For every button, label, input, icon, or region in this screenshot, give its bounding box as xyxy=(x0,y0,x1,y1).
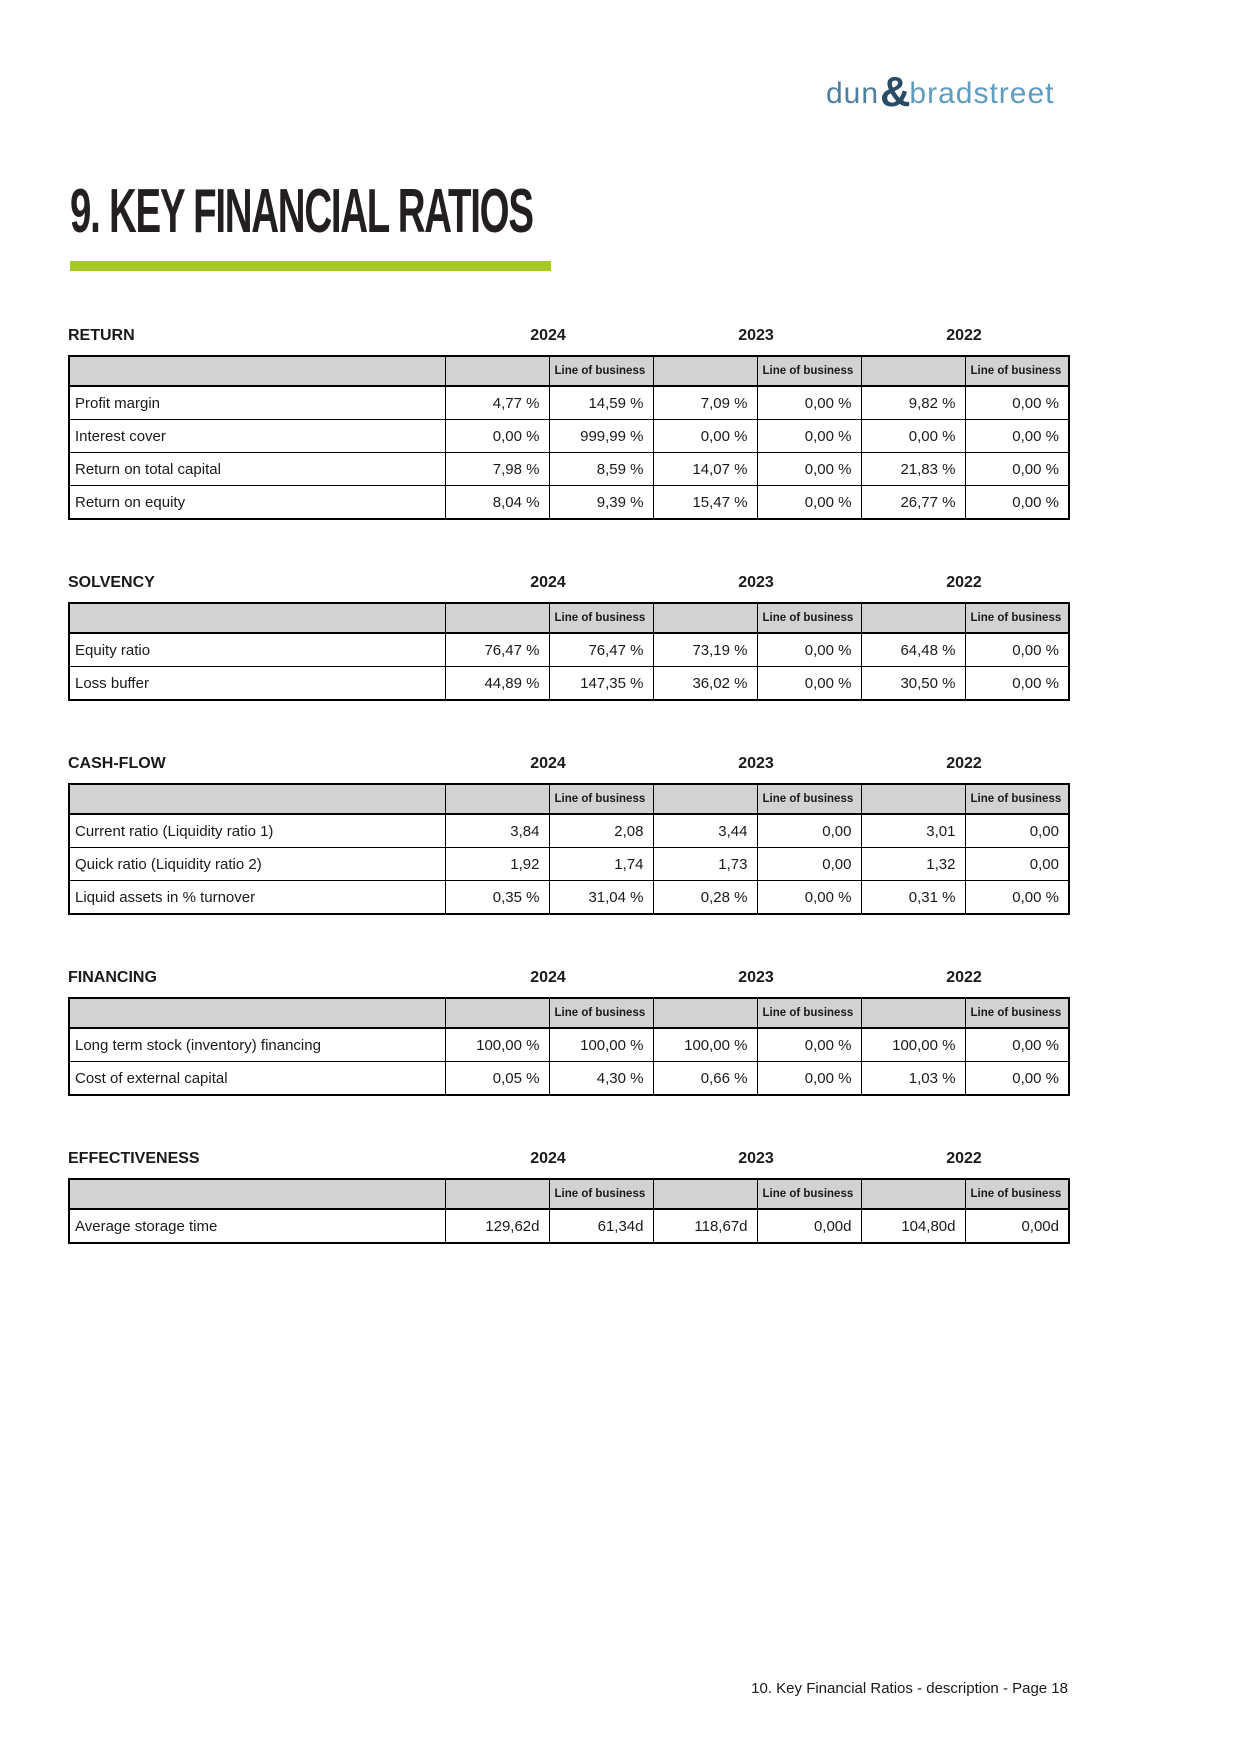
ratio-table xyxy=(68,783,1070,915)
value-cell: 0,00 % xyxy=(965,667,1069,701)
row-label-cell: Loss buffer xyxy=(69,667,445,701)
value-cell: 31,04 % xyxy=(549,881,653,915)
row-label-cell: Return on total capital xyxy=(69,453,445,486)
value-cell: 21,83 % xyxy=(861,453,965,486)
value-cell: 3,84 xyxy=(445,814,549,848)
line-of-business-header-cell: Line of business xyxy=(757,998,861,1028)
header-label-cell xyxy=(69,784,445,814)
value-cell: 9,39 % xyxy=(549,486,653,520)
row-label-cell: Liquid assets in % turnover xyxy=(69,881,445,915)
page-title: 9. KEY FINANCIAL RATIOS xyxy=(70,177,533,246)
value-cell: 0,00 % xyxy=(757,486,861,520)
value-cell: 0,00 % xyxy=(965,386,1069,420)
value-cell: 0,00 % xyxy=(965,420,1069,453)
value-cell: 1,73 xyxy=(653,848,757,881)
year-label: 2023 xyxy=(738,1150,774,1167)
year-label: 2024 xyxy=(530,969,566,986)
value-cell: 64,48 % xyxy=(861,633,965,667)
value-cell: 8,04 % xyxy=(445,486,549,520)
line-of-business-header-cell: Line of business xyxy=(757,1179,861,1209)
table-row xyxy=(69,881,1069,915)
value-cell: 129,62d xyxy=(445,1209,549,1243)
header-value-cell xyxy=(445,603,549,633)
section-title: FINANCING xyxy=(68,969,157,986)
year-label: 2023 xyxy=(738,969,774,986)
header-value-cell xyxy=(861,603,965,633)
line-of-business-header-cell: Line of business xyxy=(965,603,1069,633)
line-of-business-header-cell: Line of business xyxy=(549,1179,653,1209)
value-cell: 0,00d xyxy=(757,1209,861,1243)
value-cell: 0,00 % xyxy=(757,881,861,915)
value-cell: 0,00 xyxy=(757,848,861,881)
value-cell: 61,34d xyxy=(549,1209,653,1243)
ratio-section xyxy=(68,1150,1068,1244)
section-header xyxy=(68,969,1068,989)
value-cell: 100,00 % xyxy=(445,1028,549,1062)
value-cell: 1,74 xyxy=(549,848,653,881)
value-cell: 36,02 % xyxy=(653,667,757,701)
year-label: 2022 xyxy=(946,1150,982,1167)
value-cell: 0,00 % xyxy=(861,420,965,453)
ratio-table xyxy=(68,1178,1070,1244)
header-value-cell xyxy=(653,603,757,633)
value-cell: 0,00 xyxy=(965,814,1069,848)
table-row xyxy=(69,667,1069,701)
value-cell: 0,31 % xyxy=(861,881,965,915)
value-cell: 0,00 % xyxy=(757,1028,861,1062)
value-cell: 0,35 % xyxy=(445,881,549,915)
header-value-cell xyxy=(653,998,757,1028)
ratio-section xyxy=(68,755,1068,915)
line-of-business-header-cell: Line of business xyxy=(757,603,861,633)
year-label: 2022 xyxy=(946,755,982,772)
row-label-cell: Average storage time xyxy=(69,1209,445,1243)
line-of-business-header-cell: Line of business xyxy=(549,784,653,814)
value-cell: 0,00 % xyxy=(965,881,1069,915)
header-label-cell xyxy=(69,356,445,386)
ratio-section xyxy=(68,574,1068,701)
value-cell: 118,67d xyxy=(653,1209,757,1243)
line-of-business-header-cell: Line of business xyxy=(757,356,861,386)
value-cell: 14,59 % xyxy=(549,386,653,420)
logo-text-bradstreet: bradstreet xyxy=(909,77,1055,110)
row-label-cell: Equity ratio xyxy=(69,633,445,667)
row-label-cell: Cost of external capital xyxy=(69,1062,445,1096)
ratio-section xyxy=(68,327,1068,520)
value-cell: 2,08 xyxy=(549,814,653,848)
section-title: RETURN xyxy=(68,327,135,344)
table-row xyxy=(69,814,1069,848)
header-value-cell xyxy=(653,1179,757,1209)
line-of-business-header-cell: Line of business xyxy=(965,998,1069,1028)
value-cell: 999,99 % xyxy=(549,420,653,453)
year-label: 2023 xyxy=(738,755,774,772)
value-cell: 76,47 % xyxy=(549,633,653,667)
header-value-cell xyxy=(445,1179,549,1209)
value-cell: 0,00 % xyxy=(757,386,861,420)
value-cell: 26,77 % xyxy=(861,486,965,520)
value-cell: 0,00 % xyxy=(445,420,549,453)
value-cell: 0,00 % xyxy=(965,453,1069,486)
table-row xyxy=(69,1062,1069,1096)
ratio-table xyxy=(68,997,1070,1096)
value-cell: 0,00 % xyxy=(653,420,757,453)
year-label: 2024 xyxy=(530,1150,566,1167)
row-label-cell: Quick ratio (Liquidity ratio 2) xyxy=(69,848,445,881)
table-row xyxy=(69,386,1069,420)
header-value-cell xyxy=(653,356,757,386)
value-cell: 73,19 % xyxy=(653,633,757,667)
value-cell: 9,82 % xyxy=(861,386,965,420)
dun-bradstreet-logo xyxy=(826,68,1055,115)
value-cell: 7,09 % xyxy=(653,386,757,420)
year-label: 2022 xyxy=(946,574,982,591)
header-label-cell xyxy=(69,1179,445,1209)
value-cell: 0,00 % xyxy=(757,453,861,486)
value-cell: 0,00 % xyxy=(757,633,861,667)
value-cell: 100,00 % xyxy=(549,1028,653,1062)
section-header xyxy=(68,1150,1068,1170)
row-label-cell: Current ratio (Liquidity ratio 1) xyxy=(69,814,445,848)
table-row xyxy=(69,1028,1069,1062)
value-cell: 1,03 % xyxy=(861,1062,965,1096)
year-label: 2022 xyxy=(946,327,982,344)
value-cell: 0,00 % xyxy=(965,486,1069,520)
row-label-cell: Interest cover xyxy=(69,420,445,453)
value-cell: 0,00 % xyxy=(757,420,861,453)
header-value-cell xyxy=(653,784,757,814)
value-cell: 0,00 % xyxy=(757,1062,861,1096)
value-cell: 7,98 % xyxy=(445,453,549,486)
value-cell: 4,77 % xyxy=(445,386,549,420)
header-value-cell xyxy=(861,784,965,814)
ratio-table xyxy=(68,355,1070,520)
table-row xyxy=(69,486,1069,520)
value-cell: 76,47 % xyxy=(445,633,549,667)
year-label: 2024 xyxy=(530,327,566,344)
header-label-cell xyxy=(69,998,445,1028)
line-of-business-header-cell: Line of business xyxy=(549,998,653,1028)
value-cell: 15,47 % xyxy=(653,486,757,520)
ratio-section xyxy=(68,969,1068,1096)
year-label: 2022 xyxy=(946,969,982,986)
value-cell: 44,89 % xyxy=(445,667,549,701)
value-cell: 0,28 % xyxy=(653,881,757,915)
table-header-row xyxy=(69,1179,1069,1209)
table-header-row xyxy=(69,356,1069,386)
title-underline-bar xyxy=(70,261,551,271)
line-of-business-header-cell: Line of business xyxy=(549,356,653,386)
value-cell: 8,59 % xyxy=(549,453,653,486)
line-of-business-header-cell: Line of business xyxy=(549,603,653,633)
section-header xyxy=(68,574,1068,594)
header-value-cell xyxy=(445,356,549,386)
value-cell: 30,50 % xyxy=(861,667,965,701)
table-header-row xyxy=(69,603,1069,633)
line-of-business-header-cell: Line of business xyxy=(965,1179,1069,1209)
value-cell: 3,44 xyxy=(653,814,757,848)
value-cell: 147,35 % xyxy=(549,667,653,701)
line-of-business-header-cell: Line of business xyxy=(757,784,861,814)
value-cell: 0,00 % xyxy=(757,667,861,701)
value-cell: 14,07 % xyxy=(653,453,757,486)
table-row xyxy=(69,1209,1069,1243)
header-value-cell xyxy=(861,1179,965,1209)
section-title: SOLVENCY xyxy=(68,574,155,591)
section-title: EFFECTIVENESS xyxy=(68,1150,200,1167)
row-label-cell: Long term stock (inventory) financing xyxy=(69,1028,445,1062)
ratios-content xyxy=(68,327,1068,1244)
value-cell: 100,00 % xyxy=(861,1028,965,1062)
header-label-cell xyxy=(69,603,445,633)
value-cell: 0,00 % xyxy=(965,633,1069,667)
year-label: 2024 xyxy=(530,574,566,591)
value-cell: 0,00 % xyxy=(965,1028,1069,1062)
value-cell: 0,00 xyxy=(965,848,1069,881)
logo-ampersand-icon: & xyxy=(880,68,911,115)
row-label-cell: Return on equity xyxy=(69,486,445,520)
page-footer: 10. Key Financial Ratios - description - Page 18 xyxy=(751,1680,1068,1697)
year-label: 2023 xyxy=(738,327,774,344)
year-label: 2023 xyxy=(738,574,774,591)
header-value-cell xyxy=(445,998,549,1028)
value-cell: 0,00d xyxy=(965,1209,1069,1243)
table-row xyxy=(69,453,1069,486)
logo-text-dun: dun xyxy=(826,77,880,110)
table-row xyxy=(69,420,1069,453)
section-title: CASH-FLOW xyxy=(68,755,166,772)
line-of-business-header-cell: Line of business xyxy=(965,356,1069,386)
header-value-cell xyxy=(861,998,965,1028)
value-cell: 104,80d xyxy=(861,1209,965,1243)
row-label-cell: Profit margin xyxy=(69,386,445,420)
line-of-business-header-cell: Line of business xyxy=(965,784,1069,814)
header-value-cell xyxy=(861,356,965,386)
section-header xyxy=(68,755,1068,775)
table-header-row xyxy=(69,998,1069,1028)
value-cell: 1,32 xyxy=(861,848,965,881)
year-label: 2024 xyxy=(530,755,566,772)
table-row xyxy=(69,848,1069,881)
value-cell: 1,92 xyxy=(445,848,549,881)
value-cell: 0,05 % xyxy=(445,1062,549,1096)
value-cell: 0,00 % xyxy=(965,1062,1069,1096)
value-cell: 0,66 % xyxy=(653,1062,757,1096)
value-cell: 3,01 xyxy=(861,814,965,848)
table-row xyxy=(69,633,1069,667)
ratio-table xyxy=(68,602,1070,701)
value-cell: 100,00 % xyxy=(653,1028,757,1062)
table-header-row xyxy=(69,784,1069,814)
value-cell: 4,30 % xyxy=(549,1062,653,1096)
value-cell: 0,00 xyxy=(757,814,861,848)
header-value-cell xyxy=(445,784,549,814)
section-header xyxy=(68,327,1068,347)
